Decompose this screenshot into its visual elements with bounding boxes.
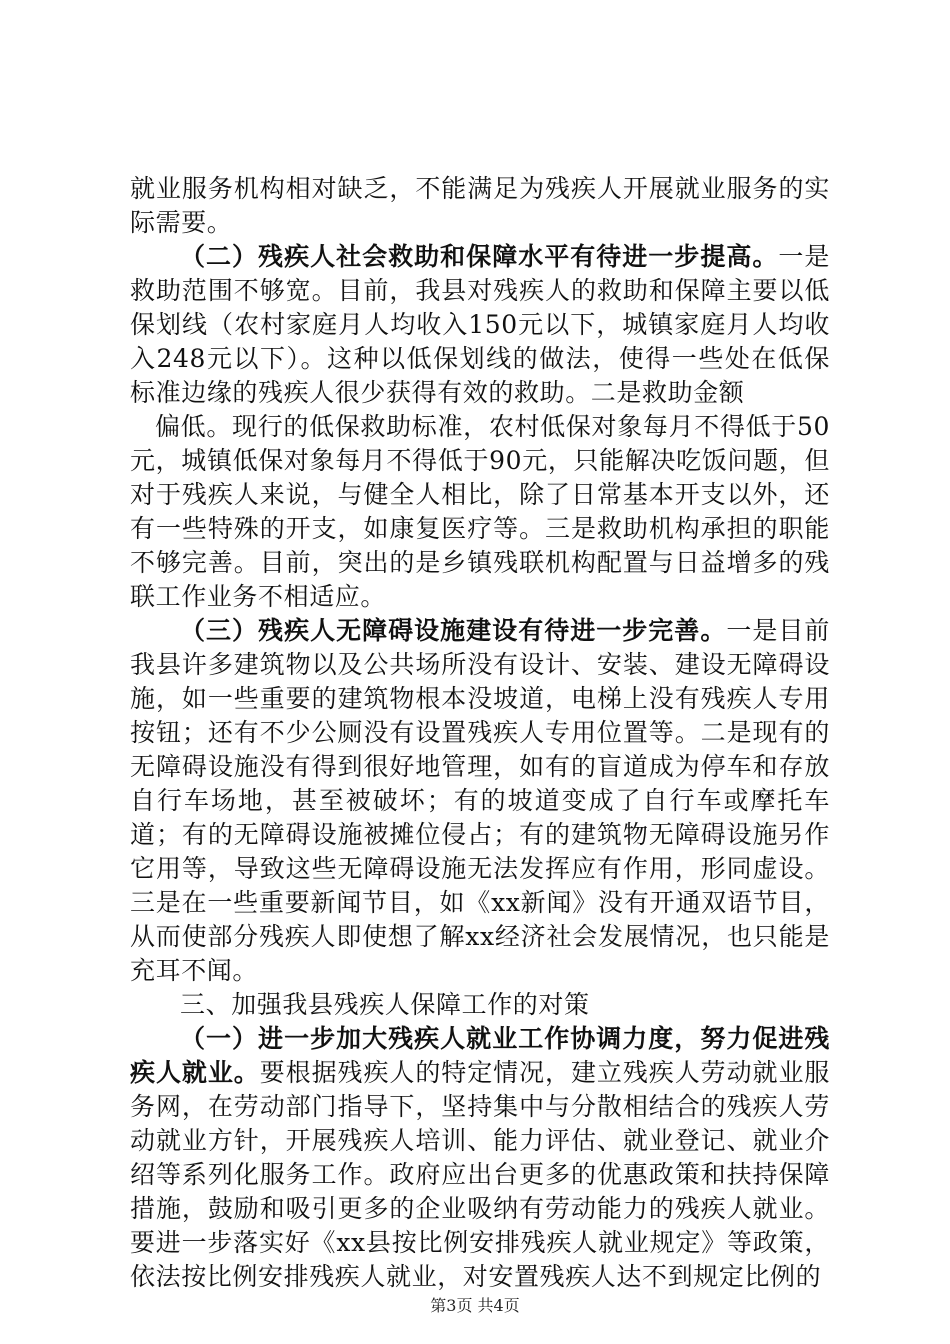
paragraph-text: 一是目前我县许多建筑物以及公共场所没有设计、安装、建设无障碍设施，如一些重要的建筑物根本没坡道，电梯上没有残疾人专用按钮；还有不少公厕没有设置残疾人专用位置等。二是现有的无障碍设施没有得到很好地管理，如有的盲道成为停车和存放自行车场地，甚至被破坏；有的坡道变成了自行车或摩托车道；有的无障碍设施被摊位侵占；有的建筑物无障碍设施另作它用等，导致这些无障碍设施无法发挥应有作用，形同虚设。三是在一些重要新闻节目，如《xx新闻》没有开通双语节目，从而使部分残疾人即使想了解xx经济社会发展情况，也只能是充耳不闻。 <box>130 616 830 985</box>
page-number: 第3页 共4页 <box>430 1296 520 1315</box>
paragraph-employment-service <box>130 172 830 240</box>
paragraph-text: 一是救助范围不够宽。目前，我县对残疾人的救助和保障主要以低保划线（农村家庭月人均收入150元以下，城镇家庭月人均收入248元以下）。这种以低保划线的做法，使得一些处在低保标准边缘的残疾人很少获得有效的救助。二是救助金额 <box>130 242 830 407</box>
page-footer <box>0 1293 950 1316</box>
paragraph-text: 要根据残疾人的特定情况，建立残疾人劳动就业服务网，在劳动部门指导下，坚持集中与分散相结合的残疾人劳动就业方针，开展残疾人培训、能力评估、就业登记、就业介绍等系列化服务工作。政府应出台更多的优惠政策和扶持保障措施，鼓励和吸引更多的企业吸纳有劳动能力的残疾人就业。要进一步落实好《xx县按比例安排残疾人就业规定》等政策，依法按比例安排残疾人就业，对安置残疾人达不到规定比例的 <box>130 1058 830 1291</box>
paragraph-heading: （一）进一步加大残疾人就业工作协调力度，努力促进残疾人就业。 <box>130 1024 830 1087</box>
document-body <box>130 172 830 1294</box>
section-heading <box>130 988 830 1022</box>
paragraph-social-assistance <box>130 240 830 410</box>
paragraph-heading: （三）残疾人无障碍设施建设有待进一步完善。 <box>180 616 727 645</box>
paragraph-employment-coordination <box>130 1022 830 1294</box>
paragraph-accessibility <box>130 614 830 988</box>
paragraph-text: 就业服务机构相对缺乏，不能满足为残疾人开展就业服务的实际需要。 <box>130 174 830 237</box>
paragraph-heading: （二）残疾人社会救助和保障水平有待进一步提高。 <box>180 242 779 271</box>
section-heading-text: 三、加强我县残疾人保障工作的对策 <box>180 990 590 1019</box>
paragraph-text: 偏低。现行的低保救助标准，农村低保对象每月不得低于50元，城镇低保对象每月不得低于90元，只能解决吃饭问题，但对于残疾人来说，与健全人相比，除了日常基本开支以外，还有一些特殊的开支，如康复医疗等。三是救助机构承担的职能不够完善。目前，突出的是乡镇残联机构配置与日益增多的残联工作业务不相适应。 <box>130 412 830 611</box>
paragraph-assistance-amount <box>130 410 830 614</box>
